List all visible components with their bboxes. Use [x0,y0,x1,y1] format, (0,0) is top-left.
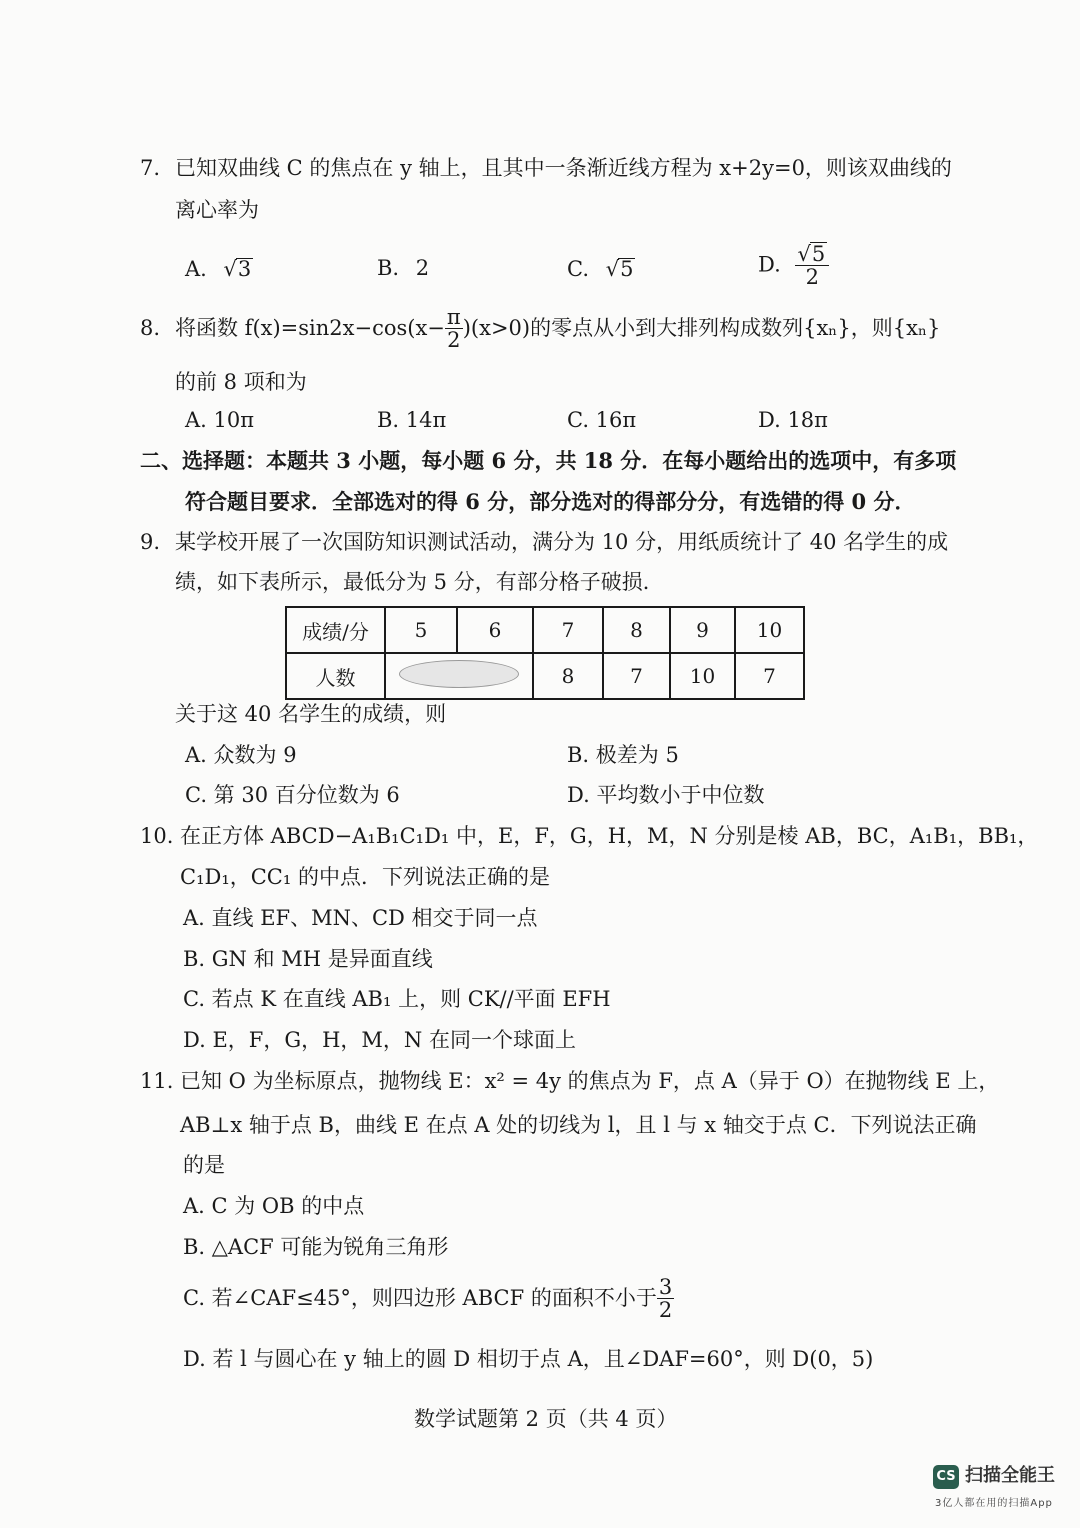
paper-damage-blot [399,660,519,688]
q8-text-prefix: 将函数 f(x)=sin2x−cos(x− [175,316,445,341]
q8-option-d: D. 18π [758,408,828,432]
table-header-cell: 7 [533,607,603,653]
option-label: C. [567,257,589,281]
sqrt-value: 5 [620,257,634,281]
q11-option-a: A. C 为 OB 的中点 [183,1194,365,1218]
q11-option-d: D. 若 l 与圆心在 y 轴上的圆 D 相切于点 A，且∠DAF=60°，则 D(0，5) [183,1347,874,1371]
q8-text-suffix: )(x>0)的零点从小到大排列构成数列{xₙ}，则{xₙ} [462,316,941,341]
q11-option-c-text: C. 若∠CAF≤45°，则四边形 ABCF 的面积不小于 [183,1286,657,1311]
option-label: A. [185,257,207,281]
q8-text [175,306,940,351]
q10-number: 10. [140,824,174,848]
q9-stem: 关于这 40 名学生的成绩，则 [175,702,447,726]
q9-number: 9. [140,530,161,554]
q7-number: 7. [140,156,161,180]
q10-option-c: C. 若点 K 在直线 AB₁ 上，则 CK//平面 EFH [183,987,611,1011]
score-table [285,606,805,700]
q7-option-b [377,258,429,279]
table-row-label: 人数 [286,653,385,699]
table-header-cell: 5 [385,607,457,653]
q10-text-cont: C₁D₁，CC₁ 的中点．下列说法正确的是 [180,865,550,889]
q8-option-c: C. 16π [567,408,637,432]
watermark-app-name: 扫描全能王 [965,1465,1055,1486]
q10-option-b: B. GN 和 MH 是异面直线 [183,947,433,971]
table-cell: 7 [735,653,804,699]
q8-option-b: B. 14π [377,408,447,432]
q11-number: 11. [140,1069,174,1093]
q8-text-cont: 的前 8 项和为 [175,370,307,394]
q7-text: 已知双曲线 C 的焦点在 y 轴上，且其中一条渐近线方程为 x+2y=0，则该双曲线的 [175,156,952,180]
q11-text-cont2: 的是 [183,1153,225,1177]
watermark-tagline: 3亿人都在用的扫描App [935,1498,1053,1509]
q10-option-a: A. 直线 EF、MN、CD 相交于同一点 [183,906,538,930]
section-heading-cont: 符合题目要求．全部选对的得 6 分，部分选对的得部分分，有选错的得 0 分． [185,489,916,514]
option-label: B. [377,256,400,280]
q9-option-a: A. 众数为 9 [185,743,297,767]
fraction-denominator: 2 [445,328,463,351]
q10-option-d: D. E，F，G，H，M，N 在同一个球面上 [183,1028,576,1052]
option-value: 2 [415,256,430,280]
fraction-numerator: 3 [658,1275,673,1299]
option-label: D. [758,252,781,277]
table-row [286,607,804,653]
q8-option-a: A. 10π [185,408,255,432]
q9-option-c: C. 第 30 百分位数为 6 [185,783,400,807]
camscanner-logo-icon: CS [933,1465,959,1489]
q11-option-c [183,1276,674,1321]
damaged-cell [385,653,533,699]
q8-number: 8. [140,316,161,340]
table-header-cell: 9 [670,607,735,653]
table-header-cell: 10 [735,607,804,653]
table-cell: 7 [603,653,670,699]
table-header-cell: 成绩/分 [286,607,385,653]
fraction-numerator: π [446,305,461,329]
q11-text-cont: AB⊥x 轴于点 B，曲线 E 在点 A 处的切线为 l，且 l 与 x 轴交于点 C．下列说法正确 [180,1113,977,1137]
page-footer: 数学试题第 2 页（共 4 页） [414,1407,678,1431]
fraction-denominator: 2 [795,265,829,288]
table-header-cell: 8 [603,607,670,653]
table-row [286,653,804,699]
q9-option-d: D. 平均数小于中位数 [567,783,765,807]
q9-option-b: B. 极差为 5 [567,743,679,767]
q7-text-cont: 离心率为 [175,198,259,222]
table-cell: 10 [670,653,735,699]
q9-text-cont: 绩，如下表所示，最低分为 5 分，有部分格子破损． [175,570,664,594]
q7-option-d: D. $\frac{√5}{2}$ [758,242,829,288]
q11-text: 已知 O 为坐标原点，抛物线 E：x² = 4y 的焦点为 F，点 A（异于 O）在抛物线 E 上， [180,1069,1000,1093]
q10-text: 在正方体 ABCD−A₁B₁C₁D₁ 中，E，F，G，H，M，N 分别是棱 AB，BC，A₁B₁，BB₁， [180,824,1039,848]
table-header-cell: 6 [457,607,533,653]
section-heading: 二、选择题：本题共 3 小题，每小题 6 分，共 18 分．在每小题给出的选项中，有多项 [140,448,957,473]
q7-option-a: A. √3 [185,257,252,281]
table-cell: 8 [533,653,603,699]
q7-option-c: C. √5 [567,257,634,281]
sqrt-value: 5 [811,242,826,266]
q11-option-b: B. △ACF 可能为锐角三角形 [183,1235,449,1259]
fraction-denominator: 2 [658,1298,673,1323]
sqrt-value: 3 [237,257,252,281]
q9-text: 某学校开展了一次国防知识测试活动，满分为 10 分，用纸质统计了 40 名学生的成 [175,530,949,554]
